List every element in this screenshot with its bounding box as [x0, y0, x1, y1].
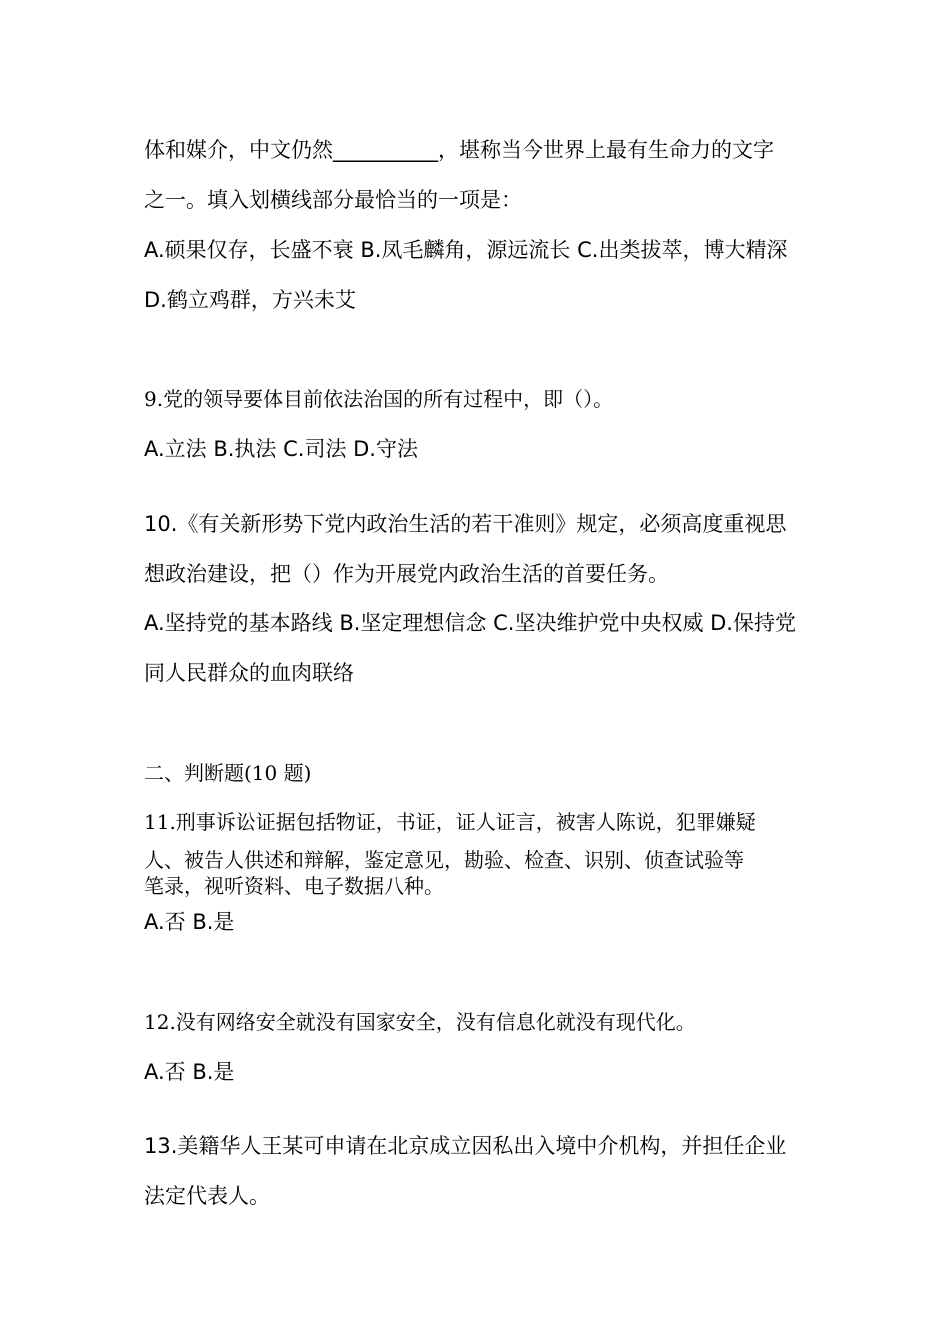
question-8-stem-line-2: 之一。填入划横线部分最恰当的一项是： [144, 188, 522, 212]
question-13-stem-line-2: 法定代表人。 [144, 1184, 270, 1208]
question-11-stem-line-1: 11.刑事诉讼证据包括物证，书证，证人证言，被害人陈说，犯罪嫌疑 [144, 810, 756, 834]
question-12-options: A.否 B.是 [144, 1060, 235, 1084]
section-heading-true-false: 二、判断题(10 题) [144, 761, 312, 785]
question-10-stem-line-1: 10.《有关新形势下党内政治生活的若干准则》规定，必须高度重视思 [144, 512, 787, 536]
question-12-stem: 12.没有网络安全就没有国家安全，没有信息化就没有现代化。 [144, 1010, 696, 1034]
question-11-stem-line-3: 笔录，视听资料、电子数据八种。 [144, 874, 444, 898]
question-8-options-line-2: D.鹤立鸡群，方兴未艾 [144, 288, 356, 312]
question-10-options-line-1: A.坚持党的基本路线 B.坚定理想信念 C.坚决维护党中央权威 D.保持党 [144, 611, 796, 635]
question-11-options: A.否 B.是 [144, 910, 235, 934]
question-13-stem-line-1: 13.美籍华人王某可申请在北京成立因私出入境中介机构，并担任企业 [144, 1134, 787, 1158]
question-8-options-line-1: A.硕果仅存，长盛不衰 B.凤毛麟角，源远流长 C.出类拔萃，博大精深 [144, 238, 788, 262]
question-8-stem-line-1: 体和媒介，中文仍然__________，堪称当今世界上最有生命力的文字 [144, 138, 774, 162]
question-11-stem-line-2: 人、被告人供述和辩解，鉴定意见，勘验、检查、识别、侦查试验等 [144, 848, 744, 872]
question-9-stem: 9.党的领导要体目前依法治国的所有过程中，即（）。 [144, 387, 614, 411]
question-10-options-line-2: 同人民群众的血肉联络 [144, 661, 354, 685]
question-9-options: A.立法 B.执法 C.司法 D.守法 [144, 437, 418, 461]
question-10-stem-line-2: 想政治建设，把（）作为开展党内政治生活的首要任务。 [144, 562, 669, 586]
